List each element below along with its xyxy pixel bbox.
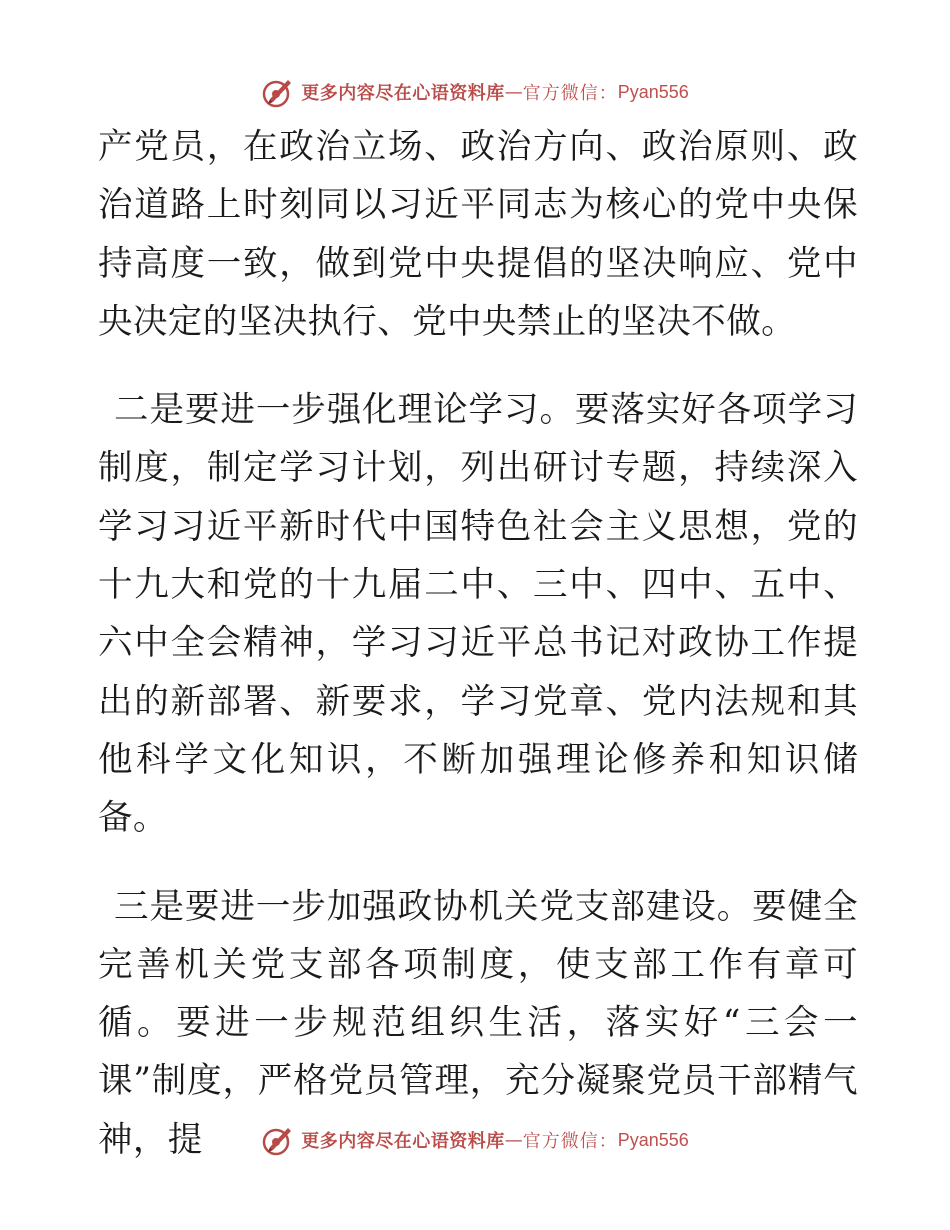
pen-logo-icon [261,1123,295,1157]
watermark-wechat-label: 官方微信： [522,1131,618,1152]
watermark-dash: — [504,1129,523,1151]
watermark-dash: — [504,81,523,103]
header-watermark [0,72,950,112]
watermark-wechat-id: Pyan556 [617,1129,689,1150]
paragraph-2: 二是要进一步强化理论学习。要落实好各项学习制度，制定学习计划，列出研讨专题，持续深入学习习近平新时代中国特色社会主义思想，党的十九大和党的十九届二中、三中、四中、五中、六中全会精神，学习习近平总书记对政协工作提出的新部署、新要求，学习党章、党内法规和其他科学文化知识，不断加强理论修养和知识储备。 [98,390,858,839]
paragraph-1: 产党员，在政治立场、政治方向、政治原则、政治道路上时刻同以习近平同志为核心的党中央保持高度一致，做到党中央提倡的坚决响应、党中央决定的坚决执行、党中央禁止的坚决不做。 [98,127,858,342]
footer-watermark [0,1120,950,1160]
watermark-main-text: 更多内容尽在心语资料库 [301,83,505,104]
document-body [98,118,858,1169]
watermark-wechat-id: Pyan556 [617,81,689,102]
pen-logo-icon [261,75,295,109]
paragraph-3: 三是要进一步加强政协机关党支部建设。要健全完善机关党支部各项制度，使支部工作有章可循。要进一步规范组织生活，落实好“三会一课”制度，严格党员管理，充分凝聚党员干部精气神，提 [98,886,858,1160]
watermark-wechat-label: 官方微信： [522,83,618,104]
watermark-main-text: 更多内容尽在心语资料库 [301,1131,505,1152]
